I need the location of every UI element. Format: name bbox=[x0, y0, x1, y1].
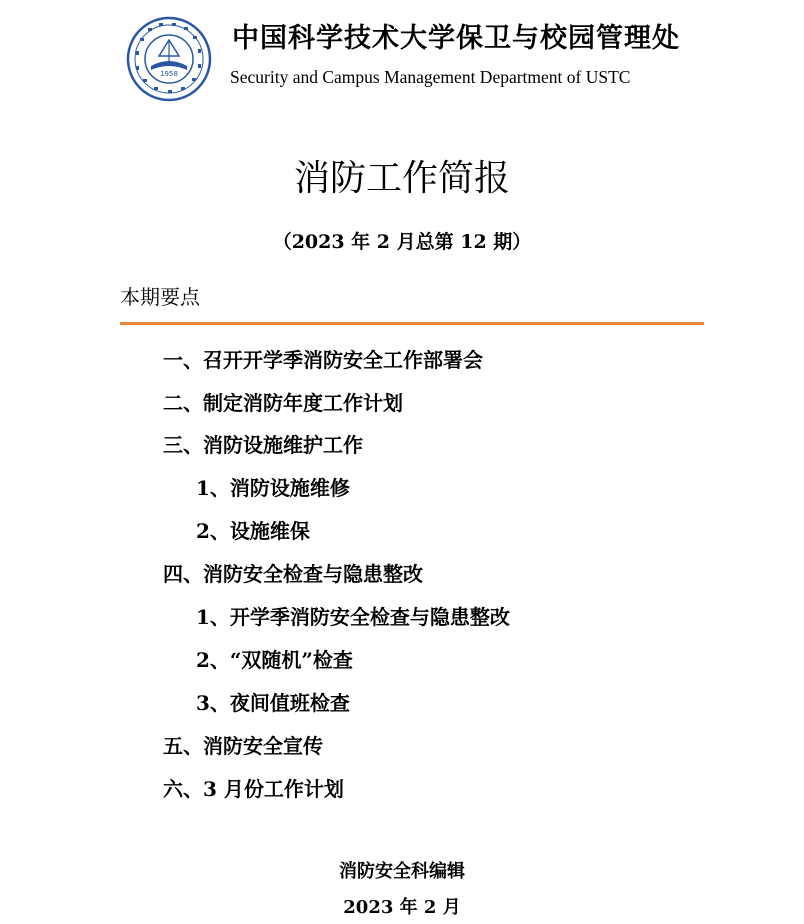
ustc-logo bbox=[126, 16, 212, 102]
document-title: 消防工作简报 bbox=[293, 158, 510, 199]
toc-item: 三、消防设施维护工作 bbox=[163, 433, 363, 457]
key-points-label: 本期要点 bbox=[120, 285, 200, 309]
publish-date: 2023 年 2 月 bbox=[343, 897, 461, 918]
toc-item: 五、消防安全宣传 bbox=[163, 734, 323, 758]
toc-item: 一、召开开学季消防安全工作部署会 bbox=[163, 348, 483, 372]
toc-item: 二、制定消防年度工作计划 bbox=[163, 391, 403, 415]
org-name-cn: 中国科学技术大学保卫与校园管理处 bbox=[232, 23, 680, 54]
logo-year: 1958 bbox=[160, 70, 178, 78]
divider-rule bbox=[120, 322, 704, 325]
editor-line: 消防安全科编辑 bbox=[339, 861, 465, 882]
issue-number: （2023 年 2 月总第 12 期） bbox=[272, 231, 532, 253]
org-name-en: Security and Campus Management Department of USTC bbox=[230, 67, 631, 87]
toc-subitem: 2、设施维保 bbox=[196, 519, 310, 543]
toc-subitem: 2、“双随机”检查 bbox=[196, 648, 353, 672]
toc-subitem: 1、消防设施维修 bbox=[196, 476, 350, 500]
toc-item: 六、3 月份工作计划 bbox=[163, 777, 344, 801]
toc-subitem: 1、开学季消防安全检查与隐患整改 bbox=[196, 605, 510, 629]
toc-subitem: 3、夜间值班检查 bbox=[196, 691, 350, 715]
toc-item: 四、消防安全检查与隐患整改 bbox=[163, 562, 423, 586]
